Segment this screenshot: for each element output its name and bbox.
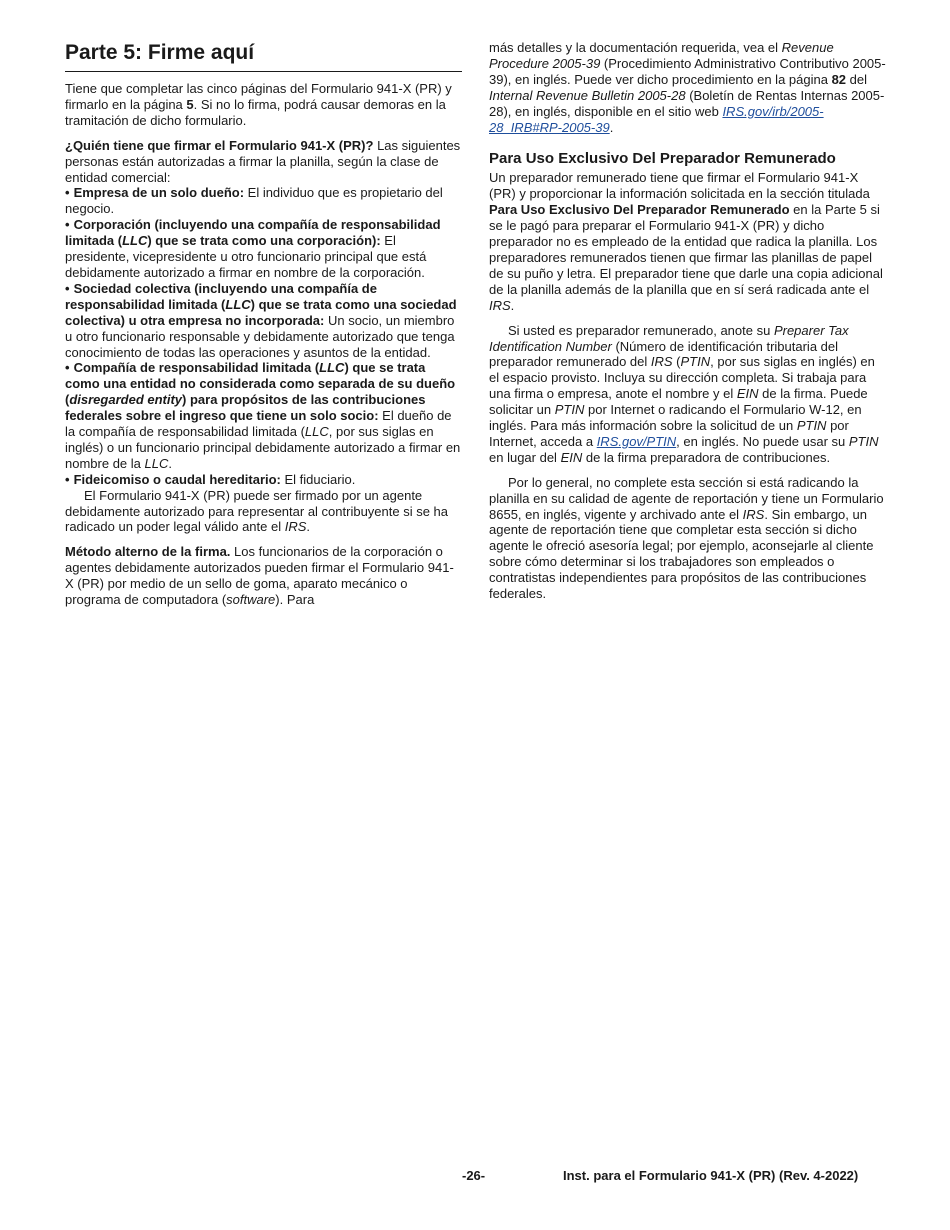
- bullet-icon: •: [65, 471, 70, 487]
- text-run: ). Para: [275, 592, 315, 608]
- section-title: Parte 5: Firme aquí: [65, 40, 462, 72]
- ptin-paragraph: [489, 323, 886, 466]
- bullet-corporation: [65, 217, 462, 281]
- page-number: -26-: [462, 1168, 486, 1183]
- right-column: [489, 40, 886, 602]
- text-run: (Boletín de Rentas Internas 2005-28), en inglés, disponible en el sitio web: [489, 87, 885, 119]
- text-run: de la firma. Puede solicitar un: [489, 386, 868, 418]
- bullet-label: LLC: [122, 233, 148, 249]
- text-run: . Sin embargo, un agente de reportación tiene que completar esta sección si dicho agente le ofreció asesoría legal; por ejemplo, aconsejarle al cliente sobre cómo determinar si los trabajadores son empleados o contratistas independientes para propósitos de las contribuciones federales.: [489, 506, 874, 602]
- text-run: Si usted es preparador remunerado, anote su: [508, 322, 774, 338]
- text-run: Un socio, un miembro u otro funcionario responsable y debidamente autorizado que tenga conocimiento de todas las operaciones y asuntos de la entidad.: [65, 312, 455, 360]
- text-run: de la firma preparadora de contribuciones.: [582, 449, 831, 465]
- text-run: IRS: [650, 354, 673, 370]
- text-run: Internal Revenue Bulletin 2005-28: [489, 87, 686, 103]
- text-run: El dueño de la compañía de responsabilidad limitada (: [65, 408, 452, 440]
- text-run: Las siguientes personas están autorizadas a firmar la planilla, según la clase de entidad comercial:: [65, 137, 461, 185]
- text-run: (Número de identificación tributaria del preparador remunerado del: [489, 338, 839, 370]
- bullet-single-member-llc: [65, 360, 462, 471]
- text-run: PTIN: [848, 433, 879, 449]
- text-run: del: [846, 71, 867, 87]
- bullet-label: ) que se trata como una entidad no considerada como separada de su dueño (: [65, 360, 456, 408]
- text-run: en lugar del: [489, 449, 561, 465]
- text-run: El fiduciario.: [280, 471, 356, 487]
- text-run: Un preparador remunerado tiene que firmar el Formulario 941-X (PR) y proporcionar la información solicitada en la sección titulada: [489, 170, 870, 202]
- text-run: por Internet, acceda a: [489, 418, 849, 449]
- text-run: El individuo que es propietario del negocio.: [65, 185, 443, 217]
- text-run: Los funcionarios de la corporación o agentes debidamente autorizados pueden firmar el Formulario 941-X (PR) por medio de un sello de goma, aparato mecánico o programa de computadora (: [65, 544, 454, 608]
- text-run: PTIN: [554, 402, 585, 418]
- bullet-partnership: [65, 281, 462, 361]
- bullet-icon: •: [65, 217, 70, 233]
- text-run: IRS: [742, 506, 765, 522]
- bullet-label: ) que se trata como una corporación):: [147, 233, 381, 249]
- bullet-label: Empresa de un solo dueño:: [73, 185, 245, 201]
- intro-paragraph: [65, 81, 462, 129]
- text-run: (: [672, 354, 681, 370]
- text-run: en la Parte 5 si se le pagó para preparar el Formulario 941-X (PR) y dicho preparador no es empleado de la entidad que radica la planilla. Los preparadores remunerados tienen que firmar las planillas de papel de su puño y letra. El preparador tiene que darle una copia adicional de la planilla además de la planilla que en sí será radicada ante el: [489, 202, 883, 297]
- text-run: EIN: [736, 386, 759, 402]
- bullet-icon: •: [65, 360, 70, 376]
- left-column: [65, 40, 462, 608]
- text-run: , en inglés. No puede usar su: [676, 433, 849, 449]
- ptin-link[interactable]: IRS.gov/PTIN: [596, 433, 677, 449]
- text-run: . Si no lo firma, podrá causar demoras en la tramitación de dicho formulario.: [65, 96, 446, 128]
- text-run: .: [168, 455, 172, 471]
- who-signs-heading: ¿Quién tiene que firmar el Formulario 941-X (PR)?: [65, 137, 374, 153]
- text-run: 82: [831, 71, 847, 87]
- bullet-label: Fideicomiso o caudal hereditario:: [73, 471, 281, 487]
- bullet-label: ) para propósitos de las contribuciones federales sobre el ingreso que tiene un solo socio:: [65, 392, 426, 424]
- text-run: LLC: [304, 424, 329, 440]
- bullet-label: disregarded entity: [69, 392, 183, 408]
- alt-signature-heading: Método alterno de la firma.: [65, 544, 231, 560]
- text-run: por Internet o radicando el Formulario W-12, en inglés. Para más información sobre la solicitud de un: [489, 402, 862, 434]
- text-run: IRS: [489, 297, 511, 313]
- revenue-procedure-paragraph: [489, 40, 886, 135]
- text-run: PTIN: [680, 354, 711, 370]
- text-run: El presidente, vicepresidente u otro funcionario principal que está debidamente autorizado a firmar en nombre de la corporación.: [65, 233, 427, 280]
- text-run: IRS: [284, 519, 307, 535]
- bullet-sole-proprietor: [65, 185, 462, 217]
- text-run: Revenue Procedure 2005-39: [489, 40, 834, 71]
- reporting-agent-paragraph: [489, 475, 886, 602]
- text-run: Para Uso Exclusivo Del Preparador Remunerado: [489, 202, 790, 218]
- page-number-ref: 5: [186, 96, 194, 112]
- alternative-signature-paragraph: [65, 544, 462, 608]
- text-run: , por sus siglas en inglés) en el espacio provisto. Incluya su dirección completa. Si trabaja para una firma o empresa, anote el nombre y el: [489, 354, 875, 402]
- text-run: PTIN: [796, 418, 827, 434]
- text-run: .: [306, 519, 311, 535]
- text-run: Preparer Tax Identification Number: [489, 322, 849, 354]
- text-run: LLC: [144, 455, 169, 471]
- footer-title: Inst. para el Formulario 941-X (PR) (Rev. 4-2022): [563, 1168, 859, 1183]
- bullet-trust-estate: [65, 472, 462, 488]
- text-run: software: [226, 592, 276, 608]
- bullet-label: Corporación (incluyendo una compañía de responsabilidad limitada (: [65, 217, 441, 249]
- text-run: Tiene que completar las cinco páginas del Formulario 941-X (PR) y firmarlo en la página: [65, 81, 452, 112]
- paid-preparer-heading: Para Uso Exclusivo Del Preparador Remunerado: [489, 150, 836, 168]
- bullet-label: LLC: [225, 296, 251, 312]
- bullet-icon: •: [65, 185, 70, 201]
- agent-paragraph: [65, 488, 462, 536]
- text-run: El Formulario 941-X (PR) puede ser firmado por un agente debidamente autorizado para representar al contribuyente si se ha radicado un poder legal válido ante el: [65, 487, 449, 535]
- bullet-label: Compañía de responsabilidad limitada (: [73, 360, 320, 376]
- text-run: , por sus siglas en inglés) o un funcionario principal debidamente autorizado a firmar en nombre de la: [65, 424, 461, 471]
- bullet-label: LLC: [319, 360, 345, 376]
- text-run: EIN: [560, 449, 583, 465]
- irb-link[interactable]: IRS.gov/irb/2005-28_IRB#RP-2005-39: [489, 103, 824, 135]
- text-run: más detalles y la documentación requerida, vea el: [489, 40, 782, 55]
- who-signs-paragraph: [65, 138, 462, 186]
- text-run: (Procedimiento Administrativo Contributivo 2005-39), en inglés. Puede ver dicho procedimiento en la página: [489, 55, 886, 87]
- bullet-label: ) que se trata como una sociedad colectiva) u otra empresa no incorporada:: [65, 296, 457, 328]
- paid-preparer-paragraph: [489, 170, 886, 313]
- bullet-icon: •: [65, 280, 70, 296]
- text-run: .: [609, 119, 614, 135]
- text-run: .: [510, 297, 515, 313]
- text-run: Por lo general, no complete esta sección si está radicando la planilla en su calidad de agente de reportación y tiene un Formulario 8655, en inglés, vigente y archivado ante el: [489, 474, 884, 522]
- bullet-label: Sociedad colectiva (incluyendo una compañía de responsabilidad limitada (: [65, 280, 377, 312]
